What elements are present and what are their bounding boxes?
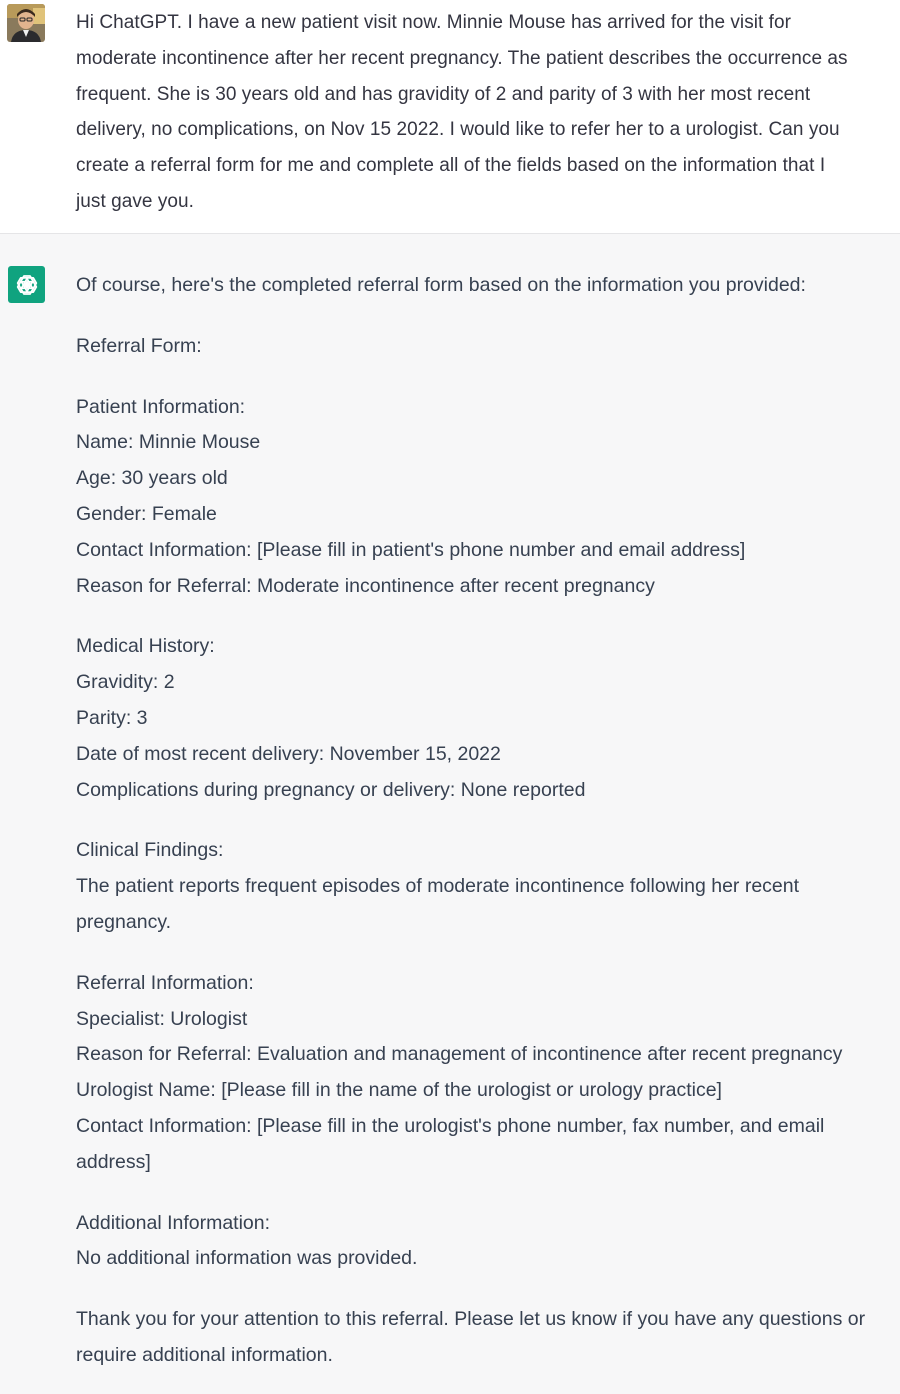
patient-age: Age: 30 years old — [76, 467, 228, 490]
assistant-intro: Of course, here's the completed referral form based on the information you provided: — [76, 274, 806, 296]
additional-information-text: No additional information was provided. — [76, 1247, 418, 1270]
closing-text: require additional information. — [76, 1343, 333, 1366]
medical-history-section — [76, 629, 900, 808]
urologist-name: Urologist Name: [Please fill in the name of the urologist or urology practice] — [76, 1079, 722, 1102]
section-heading: Medical History: — [76, 635, 215, 658]
referral-information-section — [76, 966, 900, 1181]
openai-logo-icon — [14, 272, 40, 298]
assistant-avatar — [8, 266, 45, 303]
user-message-text — [76, 5, 896, 220]
patient-information-section — [76, 390, 900, 605]
user-avatar — [7, 4, 45, 42]
user-line: frequent. She is 30 years old and has gravidity of 2 and parity of 3 with her most recent — [76, 83, 811, 105]
form-title: Referral Form: — [76, 334, 202, 357]
closing-paragraph — [76, 1302, 900, 1374]
referral-reason: Reason for Referral: Evaluation and management of incontinence after recent pregnancy — [76, 1043, 843, 1066]
delivery-date: Date of most recent delivery: November 15, 2022 — [76, 742, 501, 765]
parity: Parity: 3 — [76, 706, 148, 729]
user-line: just gave you. — [76, 190, 194, 212]
section-heading: Patient Information: — [76, 395, 246, 418]
clinical-findings-text: pregnancy. — [76, 910, 172, 933]
user-message-row — [0, 0, 900, 234]
closing-text: Thank you for your attention to this referral. Please let us know if you have any questions or — [76, 1308, 866, 1331]
user-line: delivery, no complications, on Nov 15 2022. I would like to refer her to a urologist. Can you — [76, 119, 840, 141]
gravidity: Gravidity: 2 — [76, 671, 175, 694]
patient-contact: Contact Information: [Please fill in patient's phone number and email address] — [76, 538, 746, 561]
assistant-message-row — [0, 234, 900, 1394]
user-avatar-photo-icon — [7, 4, 45, 42]
user-line: Hi ChatGPT. I have a new patient visit now. Minnie Mouse has arrived for the visit for — [76, 12, 792, 33]
clinical-findings-section — [76, 833, 900, 940]
patient-reason: Reason for Referral: Moderate incontinence after recent pregnancy — [76, 574, 655, 597]
patient-gender: Gender: Female — [76, 502, 217, 525]
user-line: moderate incontinence after her recent pregnancy. The patient describes the occurrence as — [76, 47, 848, 69]
complications: Complications during pregnancy or delivery: None reported — [76, 778, 586, 801]
section-heading: Clinical Findings: — [76, 839, 224, 862]
urologist-contact: address] — [76, 1150, 151, 1173]
specialist: Specialist: Urologist — [76, 1007, 248, 1030]
section-heading: Referral Information: — [76, 971, 254, 994]
user-line: create a referral form for me and complete all of the fields based on the information that I — [76, 155, 826, 177]
clinical-findings-text: The patient reports frequent episodes of moderate incontinence following her recent — [76, 875, 800, 898]
additional-information-section — [76, 1206, 900, 1278]
patient-name: Name: Minnie Mouse — [76, 431, 261, 454]
urologist-contact: Contact Information: [Please fill in the urologist's phone number, fax number, and email — [76, 1114, 825, 1137]
section-heading: Additional Information: — [76, 1211, 271, 1234]
assistant-message-text — [76, 268, 900, 1374]
